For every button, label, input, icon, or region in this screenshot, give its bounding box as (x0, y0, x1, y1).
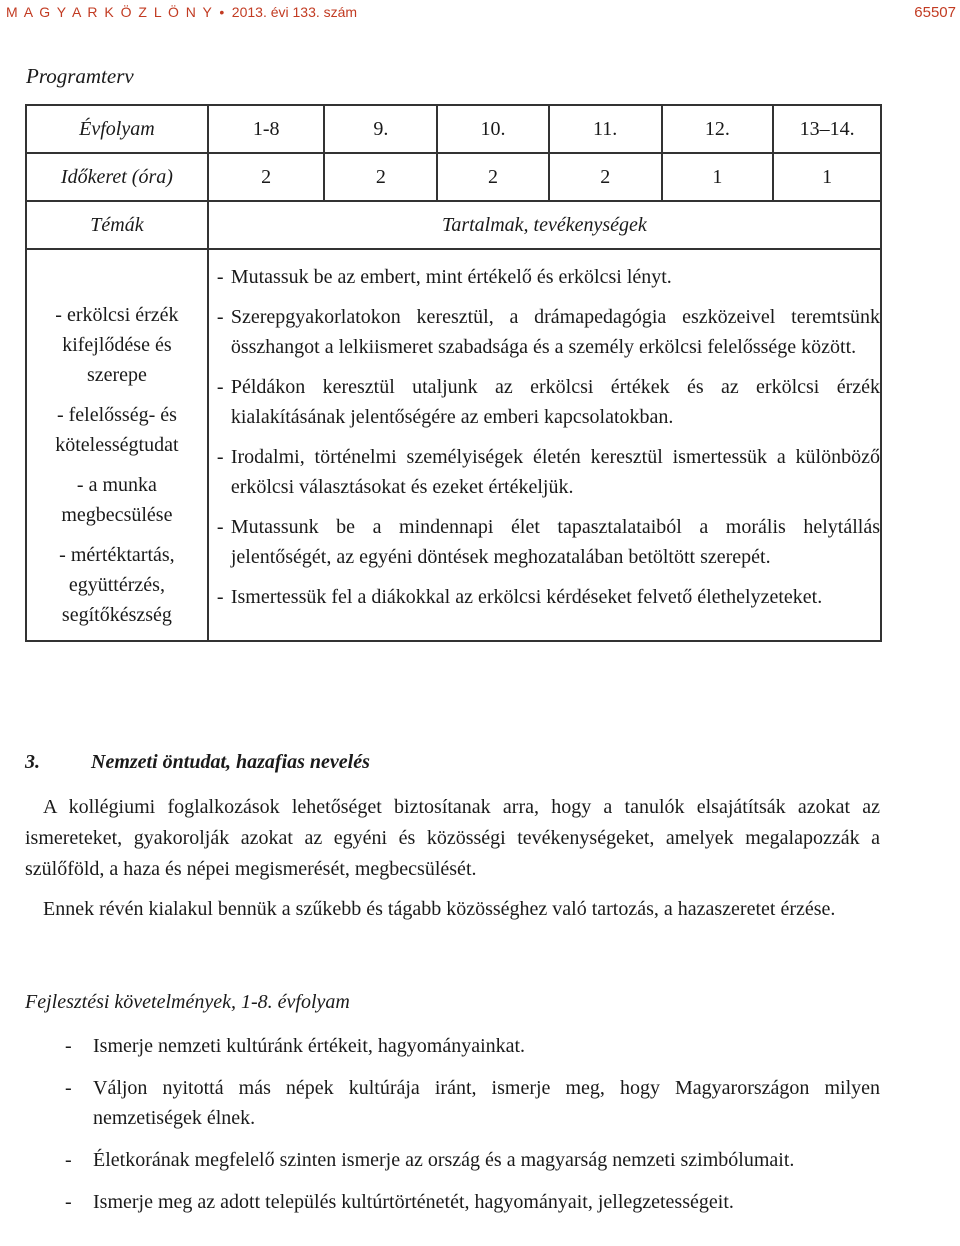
theme-item: - mértéktartás, együttérzés, segítőkészség (59, 544, 175, 626)
content-text: Szerepgyakorlatokon keresztül, a drámapedagógia eszközeivel teremtsünk összhangot a lelkiismeret szabadsága és a személy erkölcsi felelőssége között. (230, 306, 880, 358)
journal-name: M A G Y A R K Ö Z L Ö N Y (6, 4, 214, 20)
list-item: - Ismerje nemzeti kultúránk értékeit, hagyományainkat. (65, 1031, 880, 1061)
grade-label: Évfolyam (26, 105, 208, 153)
content-text: Mutassunk be a mindennapi élet tapasztalataiból a morális helytállás jelentőségét, az egyéni döntések meghozatalában betöltött szerepét. (230, 516, 880, 568)
time-cell: 2 (324, 153, 437, 201)
content-text: Irodalmi, történelmi személyiségek életén keresztül ismertessük a különböző erkölcsi választásokat és ezeket értékeljük. (230, 446, 880, 498)
time-cell: 1 (773, 153, 881, 201)
list-item: - Váljon nyitottá más népek kultúrája iránt, ismerje meg, hogy Magyarországon milyen nemzetiségek élnek. (65, 1073, 880, 1133)
contents-cell (208, 249, 881, 641)
time-cell: 2 (437, 153, 549, 201)
column-header-row (26, 201, 881, 249)
content-item: - Mutassunk be a mindennapi élet tapasztalataiból a morális helytállás jelentőségét, az egyéni döntések meghozatalában betöltött szerepét. (217, 512, 880, 572)
content-item: - Irodalmi, történelmi személyiségek életén keresztül ismertessük a különböző erkölcsi választásokat és ezeket értékeljük. (217, 442, 880, 502)
list-item: - Életkorának megfelelő szinten ismerje az ország és a magyarság nemzeti szimbólumait. (65, 1145, 880, 1175)
page-header (0, 0, 960, 28)
grade-cell: 11. (549, 105, 662, 153)
time-label: Időkeret (óra) (26, 153, 208, 201)
time-row (26, 153, 881, 201)
paragraph: A kollégiumi foglalkozások lehetőséget biztosítanak arra, hogy a tanulók elsajátítsák azokat az ismereteket, gyakorolják azokat az egyéni és közösségi tevékenységeket, amelyek megalapozzák a szülőföld, a haza és népei megismerését, megbecsülését. (25, 796, 880, 880)
section-3 (25, 751, 880, 1213)
issue-number: 2013. évi 133. szám (231, 4, 358, 20)
time-cell: 1 (662, 153, 774, 201)
list-item: - Ismerje meg az adott település kultúrtörténetét, hagyományait, jellegzetességeit. (65, 1187, 880, 1217)
body-row (26, 249, 881, 641)
content-text: Példákon keresztül utaljunk az erkölcsi értékek és az erkölcsi érzék kialakításának jelentőségére az emberi kapcsolatokban. (230, 376, 880, 428)
content-item: - Ismertessük fel a diákokkal az erkölcsi kérdéseket felvető élethelyzeteket. (217, 582, 880, 612)
grade-cell: 9. (324, 105, 437, 153)
time-cell: 2 (549, 153, 662, 201)
grade-cell: 10. (437, 105, 549, 153)
content-item: - Mutassuk be az embert, mint értékelő és erkölcsi lényt. (217, 262, 880, 292)
grade-cell: 1-8 (208, 105, 325, 153)
content-item: - Szerepgyakorlatokon keresztül, a drámapedagógia eszközeivel teremtsünk összhangot a lelkiismeret szabadsága és a személy erkölcsi felelőssége között. (217, 302, 880, 362)
grade-cell: 12. (662, 105, 774, 153)
requirements-title: Fejlesztési követelmények, 1-8. évfolyam (25, 991, 350, 1013)
themes-header: Témák (26, 201, 208, 249)
section-title: Nemzeti öntudat, hazafias nevelés (91, 751, 370, 773)
grade-cell: 13–14. (773, 105, 881, 153)
program-table (25, 104, 882, 642)
content-text: Ismertessük fel a diákokkal az erkölcsi kérdéseket felvető élethelyzeteket. (230, 586, 823, 608)
theme-item: - a munka megbecsülése (61, 474, 173, 526)
page-number: 65507 (914, 4, 956, 21)
list-item-text: Ismerje nemzeti kultúránk értékeit, hagyományainkat. (93, 1035, 526, 1057)
header-separator: • (219, 4, 226, 20)
list-item-text: Ismerje meg az adott település kultúrtörténetét, hagyományait, jellegzetességeit. (93, 1191, 734, 1213)
content-item: - Példákon keresztül utaljunk az erkölcsi értékek és az erkölcsi érzék kialakításának jelentőségére az emberi kapcsolatokban. (217, 372, 880, 432)
requirements-list (65, 1031, 880, 1229)
journal-info (6, 4, 357, 20)
time-cell: 2 (208, 153, 325, 201)
contents-header: Tartalmak, tevékenységek (208, 201, 881, 249)
program-title: Programterv (26, 64, 134, 88)
section-number: 3. (25, 751, 40, 773)
theme-item: - erkölcsi érzék kifejlődése és szerepe (55, 304, 179, 386)
list-item-text: Váljon nyitottá más népek kultúrája iránt, ismerje meg, hogy Magyarországon milyen nemzetiségek élnek. (93, 1077, 880, 1129)
grade-row (26, 105, 881, 153)
content-text: Mutassuk be az embert, mint értékelő és erkölcsi lényt. (230, 266, 672, 288)
themes-cell (26, 249, 208, 641)
theme-item: - felelősség- és kötelességtudat (55, 404, 179, 456)
paragraph: Ennek révén kialakul bennük a szűkebb és tágabb közösséghez való tartozás, a hazaszeretet érzése. (43, 898, 836, 920)
section-heading (25, 751, 880, 781)
list-item-text: Életkorának megfelelő szinten ismerje az ország és a magyarság nemzeti szimbólumait. (93, 1149, 795, 1171)
